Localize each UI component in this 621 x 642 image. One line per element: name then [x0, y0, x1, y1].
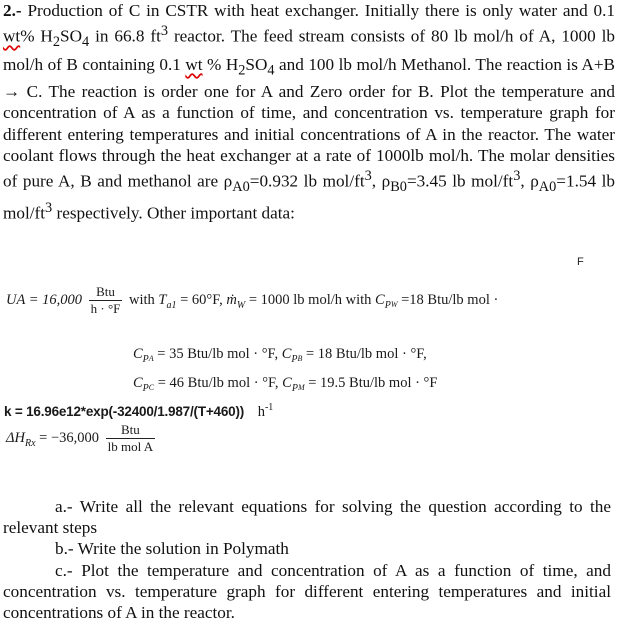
rate-constant-line: k = 16.96e12*exp(-32400/1.987/(T+460)) $h^{-1}$ — [4, 402, 274, 420]
task-c: c.- Plot the temperature and concentration of A as a function of time, and concentration vs. temperature graph for different entering temperatures and initial concentrations of A in the reactor. — [3, 560, 611, 623]
task-list — [3, 496, 611, 623]
task-a: a.- Write all the relevant equations for solving the question according to the relevant steps — [3, 497, 611, 538]
data-equations-image — [0, 270, 621, 480]
corner-f-mark: F — [577, 256, 584, 268]
problem-statement: 2.- Production of C in CSTR with heat exchanger. Initially there is only water and 0.1 wt% $H_2SO_4$ in 66.8 $ft^3$ reactor. The feed stream consists of 80 lb mol/h of A, 1000 lb mol/h of B containing 0.1 wt % $H_2SO_4$ and 100 lb mol/h Methanol. The reaction is A+B → C. The reaction is order one for A and Zero order for B. Plot the temperature and concentration of A as a function of time, and concentration vs. temperature graph for different entering temperatures and initial concentrations of A in the reactor. The water coolant flows through the heat exchanger at a rate of 1000lb mol/h. The molar densities of pure A, B and methanol are $\rho_{A0}=0.932$ lb mol/$ft^3$, $\rho_{B0}=3.45$ lb mol/$ft^3$, $\rho_{A0}=1.54$ lb mol/$ft^3$ respectively. Other important data: — [3, 1, 615, 224]
cp-c-m-equation: $C_{PC} = 46$ Btu/lb mol · °F, $C_{PM} = 19.5$ Btu/lb mol · °F — [133, 375, 438, 394]
heat-of-reaction-equation: $\Delta H_{Rx} = -36,000$ $\frac{\text{Btu}}{\text{lb mol A}}$ — [6, 422, 154, 454]
dh-units-fraction: $\frac{\text{Btu}}{\text{lb mol A}}$ — [107, 422, 154, 454]
ua-units-fraction: $\frac{\text{Btu}}{h \cdot ^\circ F}$ — [90, 284, 121, 316]
problem-number: 2.- — [3, 1, 22, 20]
spellcheck-wt-1: wt — [3, 26, 21, 46]
spellcheck-wt-2: wt — [185, 54, 203, 74]
cp-a-b-equation: $C_{PA} = 35$ Btu/lb mol · °F, $C_{PB} = 18$ Btu/lb mol · °F, — [133, 346, 427, 365]
task-b: b.- Write the solution in Polymath — [55, 539, 289, 559]
ua-equation: UA = 16,000 $\frac{\text{Btu}}{h \cdot ^\circ F}$ with $T_{a1} = 60^\circ F$, ṁ$_W$ = 1000 lb mol/h with $C_{PW} =18$ Btu/lb mol · — [6, 284, 499, 316]
